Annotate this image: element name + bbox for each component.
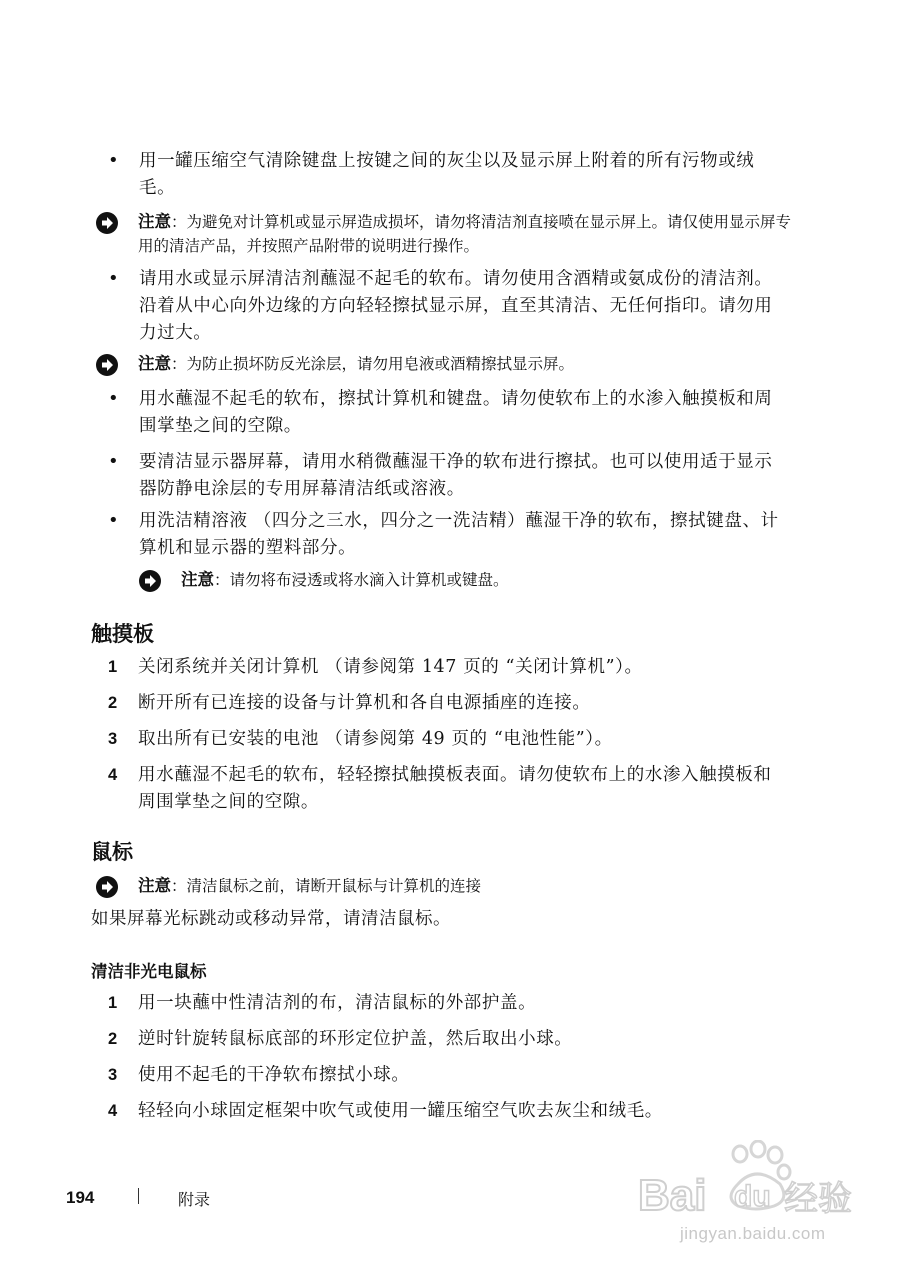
- note-label: 注意: [138, 876, 171, 895]
- bullet-dot: •: [108, 150, 119, 171]
- step-text: 取出所有已安装的电池 （请参阅第 49 页的 “电池性能”）。: [138, 729, 613, 749]
- mouse-intro-paragraph: 如果屏幕光标跳动或移动异常，请清洁鼠标。: [91, 909, 451, 929]
- note-label: 注意: [138, 212, 171, 231]
- footer-divider: [138, 1188, 139, 1204]
- note-text: ：为防止损坏防反光涂层，请勿用皂液或酒精擦拭显示屏。: [171, 355, 575, 373]
- note-text: ：为避免对计算机或显示屏造成损坏，请勿将清洁剂直接喷在显示屏上。请仅使用显示屏专用的清洁产品，并按照产品附带的说明进行操作。: [138, 213, 792, 255]
- bullet-dot: •: [108, 510, 119, 531]
- step-text: 用水蘸湿不起毛的软布，轻轻擦拭触摸板表面。请勿使软布上的水渗入触摸板和周围掌垫之间的空隙。: [138, 765, 772, 812]
- bullet-text: 用洗洁精溶液 （四分之三水，四分之一洗洁精）蘸湿干净的软布，擦拭键盘、计算机和显示器的塑料部分。: [139, 511, 779, 558]
- note-label: 注意: [181, 570, 214, 589]
- caution-icon: [139, 570, 161, 592]
- step-text: 逆时针旋转鼠标底部的环形定位护盖，然后取出小球。: [138, 1029, 573, 1049]
- step-text: 关闭系统并关闭计算机 （请参阅第 147 页的 “关闭计算机”）。: [138, 657, 643, 677]
- bullet-text: 用水蘸湿不起毛的软布，擦拭计算机和键盘。请勿使软布上的水渗入触摸板和周围掌垫之间的空隙。: [139, 389, 773, 436]
- svg-text:Bai: Bai: [638, 1171, 707, 1220]
- page-number: 194: [66, 1188, 95, 1207]
- baidu-jingyan-watermark-logo: [634, 1140, 858, 1222]
- svg-text:经验: 经验: [784, 1179, 852, 1219]
- section-heading-mouse: 鼠标: [91, 840, 133, 864]
- caution-icon: [96, 876, 118, 898]
- note-text: ：清洁鼠标之前，请断开鼠标与计算机的连接: [171, 877, 482, 895]
- step-number: 1: [108, 658, 118, 676]
- bullet-text: 用一罐压缩空气清除键盘上按键之间的灰尘以及显示屏上附着的所有污物或绒毛。: [139, 151, 755, 198]
- caution-icon: [96, 354, 118, 376]
- step-number: 3: [108, 730, 118, 748]
- bullet-text: 请用水或显示屏清洁剂蘸湿不起毛的软布。请勿使用含酒精或氨成份的清洁剂。沿着从中心向外边缘的方向轻轻擦拭显示屏，直至其清洁、无任何指印。请勿用力过大。: [139, 269, 773, 343]
- step-number: 4: [108, 766, 118, 784]
- step-text: 用一块蘸中性清洁剂的布，清洁鼠标的外部护盖。: [138, 993, 537, 1013]
- bullet-text: 要清洁显示器屏幕，请用水稍微蘸湿干净的软布进行擦拭。也可以使用适于显示器防静电涂层的专用屏幕清洁纸或溶液。: [139, 452, 773, 499]
- step-number: 1: [108, 994, 118, 1012]
- note-label: 注意: [138, 354, 171, 373]
- note-text: ：请勿将布浸透或将水滴入计算机或键盘。: [214, 571, 509, 589]
- section-heading-touchpad: 触摸板: [91, 622, 154, 646]
- svg-text:du: du: [734, 1180, 771, 1213]
- watermark-url: jingyan.baidu.com: [680, 1224, 826, 1243]
- caution-icon: [96, 212, 118, 234]
- step-number: 3: [108, 1066, 118, 1084]
- bullet-dot: •: [108, 268, 119, 289]
- step-text: 使用不起毛的干净软布擦拭小球。: [138, 1065, 410, 1085]
- step-number: 4: [108, 1102, 118, 1120]
- step-number: 2: [108, 1030, 118, 1048]
- bullet-dot: •: [108, 388, 119, 409]
- step-text: 断开所有已连接的设备与计算机和各自电源插座的连接。: [138, 693, 591, 713]
- bullet-dot: •: [108, 451, 119, 472]
- subsection-heading: 清洁非光电鼠标: [91, 962, 207, 981]
- step-number: 2: [108, 694, 118, 712]
- step-text: 轻轻向小球固定框架中吹气或使用一罐压缩空气吹去灰尘和绒毛。: [138, 1101, 663, 1121]
- footer-section-title: 附录: [178, 1190, 211, 1209]
